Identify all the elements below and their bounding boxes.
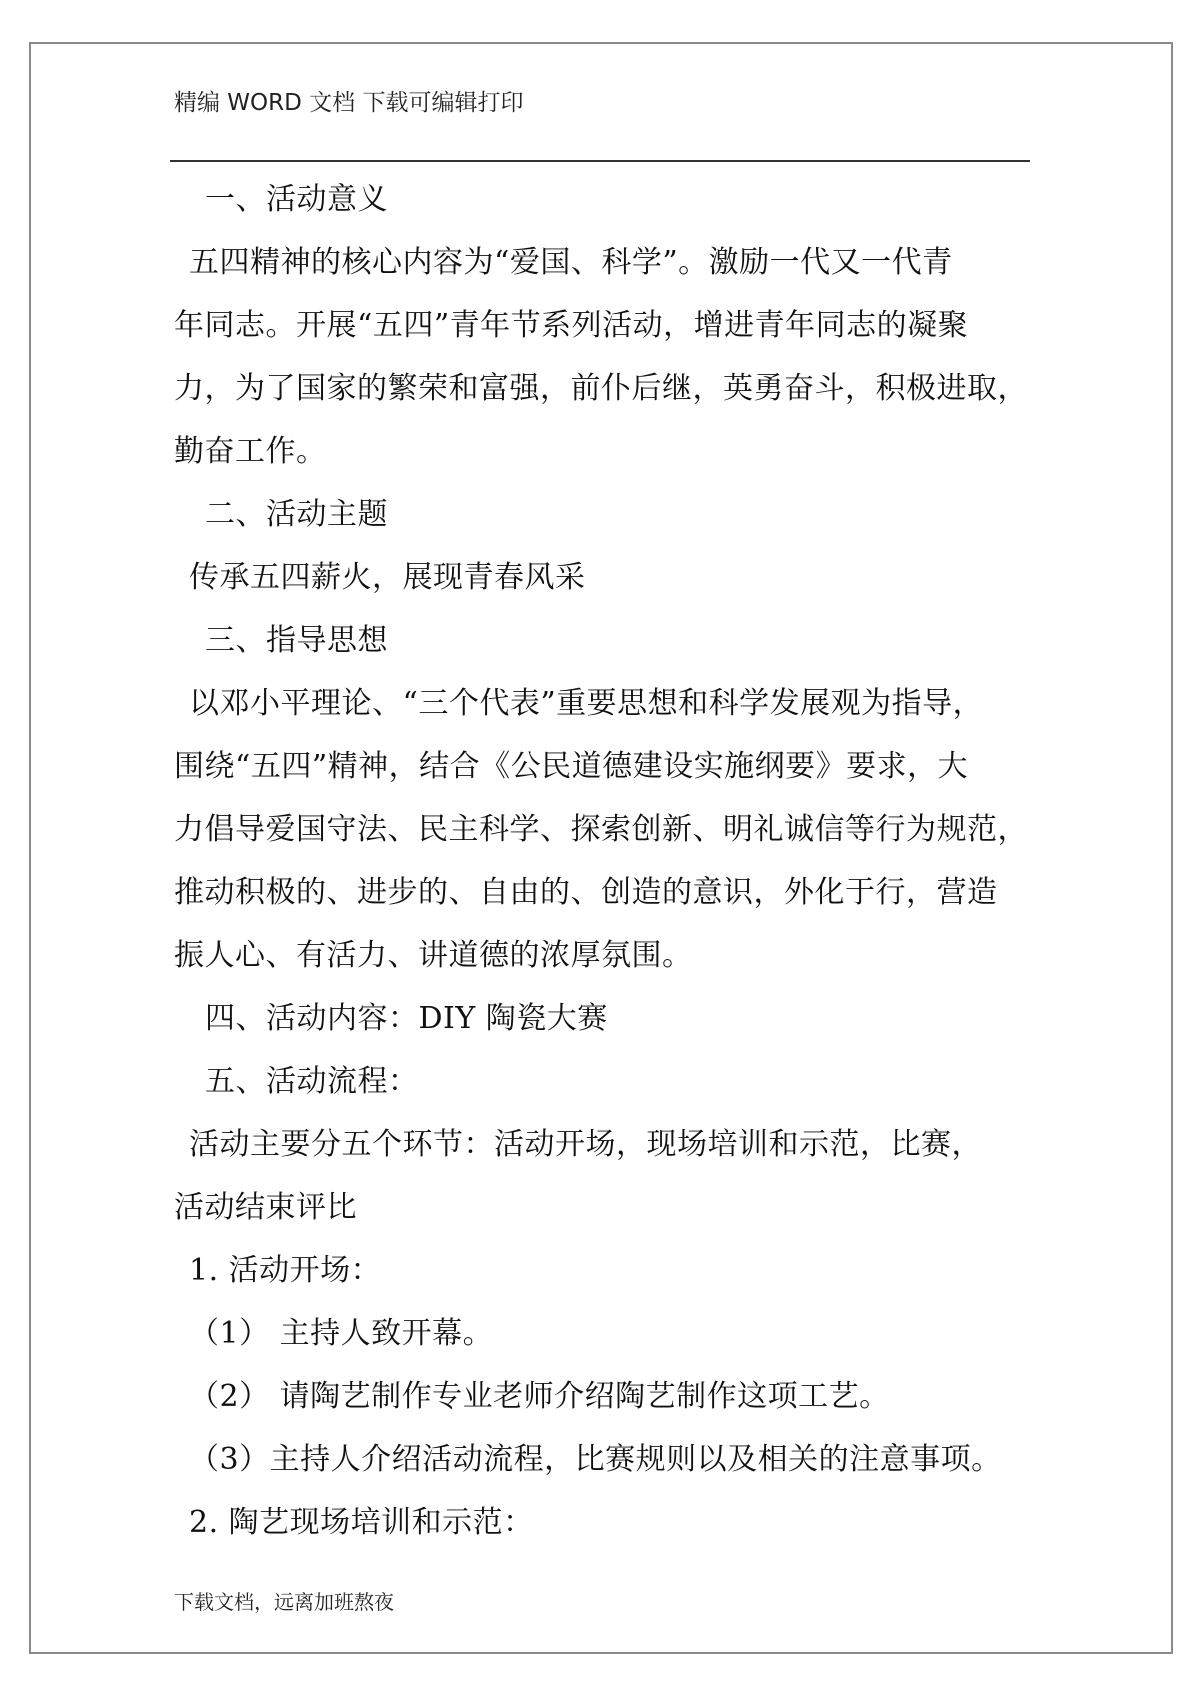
- paragraph-line: 以邓小平理论、“三个代表”重要思想和科学发展观为指导，: [189, 686, 984, 721]
- section-heading-content: 四、活动内容：DIY 陶瓷大赛: [205, 1001, 608, 1036]
- step-item: （2） 请陶艺制作专业老师介绍陶艺制作这项工艺。: [189, 1379, 890, 1414]
- paragraph-line: 活动结束评比: [174, 1190, 357, 1225]
- header-divider: [170, 160, 1030, 162]
- document-body: [174, 168, 1040, 1554]
- step-heading-opening: 1. 活动开场：: [189, 1253, 382, 1288]
- paragraph-line: 五四精神的核心内容为“爱国、科学”。激励一代又一代青: [189, 245, 953, 280]
- step-item: （3）主持人介绍活动流程，比赛规则以及相关的注意事项。: [189, 1442, 1002, 1477]
- paragraph-line: 推动积极的、进步的、自由的、创造的意识，外化于行，营造: [174, 875, 998, 910]
- paragraph-line: 振人心、有活力、讲道德的浓厚氛围。: [174, 938, 693, 973]
- step-item: （1） 主持人致开幕。: [189, 1316, 494, 1351]
- page-footer: 下载文档，远离加班熬夜: [174, 1590, 394, 1614]
- paragraph-line: 年同志。开展“五四”青年节系列活动，增进青年同志的凝聚: [174, 308, 969, 343]
- paragraph-line: 围绕“五四”精神，结合《公民道德建设实施纲要》要求，大: [174, 749, 969, 784]
- section-heading-theme: 二、活动主题: [205, 497, 388, 532]
- paragraph-line: 力，为了国家的繁荣和富强，前仆后继，英勇奋斗，积极进取，: [174, 371, 1028, 406]
- section-heading-meaning: 一、活动意义: [205, 182, 388, 217]
- page-header: 精编 WORD 文档 下载可编辑打印: [174, 90, 524, 116]
- paragraph-line: 力倡导爱国守法、民主科学、探索创新、明礼诚信等行为规范，: [174, 812, 1028, 847]
- paragraph-line: 传承五四薪火，展现青春风采: [189, 560, 586, 595]
- paragraph-line: 勤奋工作。: [174, 434, 327, 469]
- step-heading-training: 2. 陶艺现场培训和示范：: [189, 1505, 534, 1540]
- section-heading-guiding-thought: 三、指导思想: [205, 623, 388, 658]
- section-heading-process: 五、活动流程：: [205, 1064, 419, 1099]
- paragraph-line: 活动主要分五个环节：活动开场，现场培训和示范，比赛，: [189, 1127, 982, 1162]
